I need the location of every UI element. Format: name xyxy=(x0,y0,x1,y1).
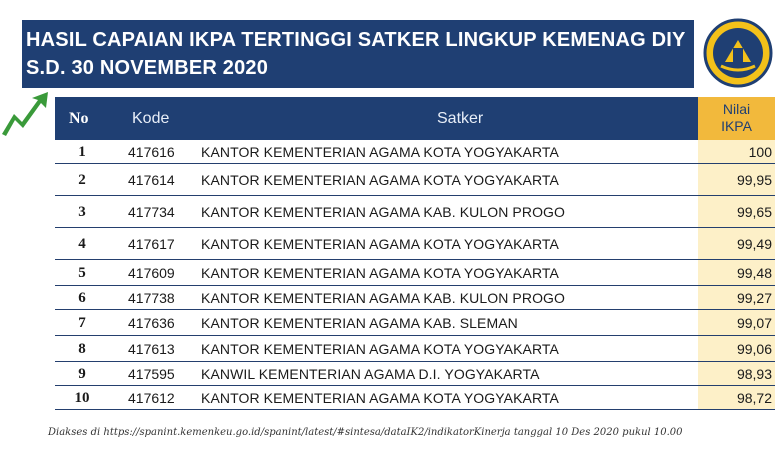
cell-nilai: 99,49 xyxy=(698,228,775,259)
cell-nilai: 99,48 xyxy=(698,260,775,285)
cell-kode: 417614 xyxy=(128,172,175,188)
cell-satker: KANTOR KEMENTERIAN AGAMA KOTA YOGYAKARTA xyxy=(201,236,559,252)
source-note: Diakses di https://spanint.kemenkeu.go.id/spanint/latest/#sintesa/dataIK2/indikatorKinerja tanggal 10 Des 2020 pukul 10.00 xyxy=(48,427,683,438)
table-row xyxy=(55,310,775,336)
cell-satker: KANWIL KEMENTERIAN AGAMA D.I. YOGYAKARTA xyxy=(201,366,540,382)
trend-arrow-icon xyxy=(0,92,50,136)
header-satker: Satker xyxy=(437,110,484,127)
cell-satker: KANTOR KEMENTERIAN AGAMA KOTA YOGYAKARTA xyxy=(201,172,559,188)
cell-nilai: 99,95 xyxy=(698,164,775,195)
cell-nilai: 98,93 xyxy=(698,362,775,385)
cell-kode: 417734 xyxy=(128,204,175,220)
header-nilai-line1: Nilai xyxy=(722,101,751,117)
cell-kode: 417616 xyxy=(128,144,175,160)
cell-kode: 417617 xyxy=(128,236,175,252)
table-row xyxy=(55,362,775,386)
cell-nilai: 99,65 xyxy=(698,196,775,227)
cell-no: 5 xyxy=(78,265,86,281)
cell-no: 8 xyxy=(78,341,86,357)
cell-satker: KANTOR KEMENTERIAN AGAMA KOTA YOGYAKARTA xyxy=(201,265,559,281)
cell-no: 4 xyxy=(78,236,86,252)
cell-satker: KANTOR KEMENTERIAN AGAMA KOTA YOGYAKARTA xyxy=(201,390,559,406)
table-row xyxy=(55,386,775,410)
cell-no: 6 xyxy=(78,290,86,306)
cell-no: 10 xyxy=(74,390,90,406)
cell-satker: KANTOR KEMENTERIAN AGAMA KOTA YOGYAKARTA xyxy=(201,341,559,357)
cell-nilai: 98,72 xyxy=(698,386,775,409)
cell-nilai: 100 xyxy=(698,140,775,163)
table-row xyxy=(55,260,775,286)
table-row xyxy=(55,164,775,196)
cell-satker: KANTOR KEMENTERIAN AGAMA KAB. KULON PROGO xyxy=(201,290,566,306)
cell-kode: 417636 xyxy=(128,315,175,331)
cell-kode: 417609 xyxy=(128,265,175,281)
cell-no: 2 xyxy=(78,172,86,188)
cell-satker: KANTOR KEMENTERIAN AGAMA KAB. SLEMAN xyxy=(201,315,518,331)
table-row xyxy=(55,286,775,310)
table-row xyxy=(55,196,775,228)
table-row xyxy=(55,140,775,164)
table-row xyxy=(55,336,775,362)
table-header xyxy=(55,97,775,140)
cell-kode: 417613 xyxy=(128,341,175,357)
cell-satker: KANTOR KEMENTERIAN AGAMA KAB. KULON PROGO xyxy=(201,204,566,220)
title-banner xyxy=(22,20,694,88)
cell-kode: 417612 xyxy=(128,390,175,406)
cell-kode: 417595 xyxy=(128,366,175,382)
header-nilai-line2: IKPA xyxy=(721,118,752,134)
cell-satker: KANTOR KEMENTERIAN AGAMA KOTA YOGYAKARTA xyxy=(201,144,559,160)
header-kode: Kode xyxy=(132,110,170,127)
table-row xyxy=(55,228,775,260)
cell-no: 7 xyxy=(78,315,86,331)
cell-nilai: 99,07 xyxy=(698,310,775,335)
cell-no: 9 xyxy=(78,366,86,382)
header-nilai-ikpa xyxy=(698,97,775,140)
ikpa-table xyxy=(55,97,775,410)
header-no: No xyxy=(69,110,89,127)
title-line-1: HASIL CAPAIAN IKPA TERTINGGI SATKER LINGKUP KEMENAG DIY xyxy=(26,29,686,51)
cell-nilai: 99,27 xyxy=(698,286,775,309)
cell-nilai: 99,06 xyxy=(698,336,775,361)
cell-no: 1 xyxy=(78,144,86,160)
cell-no: 3 xyxy=(78,204,86,220)
title-line-2: S.D. 30 NOVEMBER 2020 xyxy=(26,57,269,79)
kemenkeu-logo-icon xyxy=(703,18,773,88)
cell-kode: 417738 xyxy=(128,290,175,306)
